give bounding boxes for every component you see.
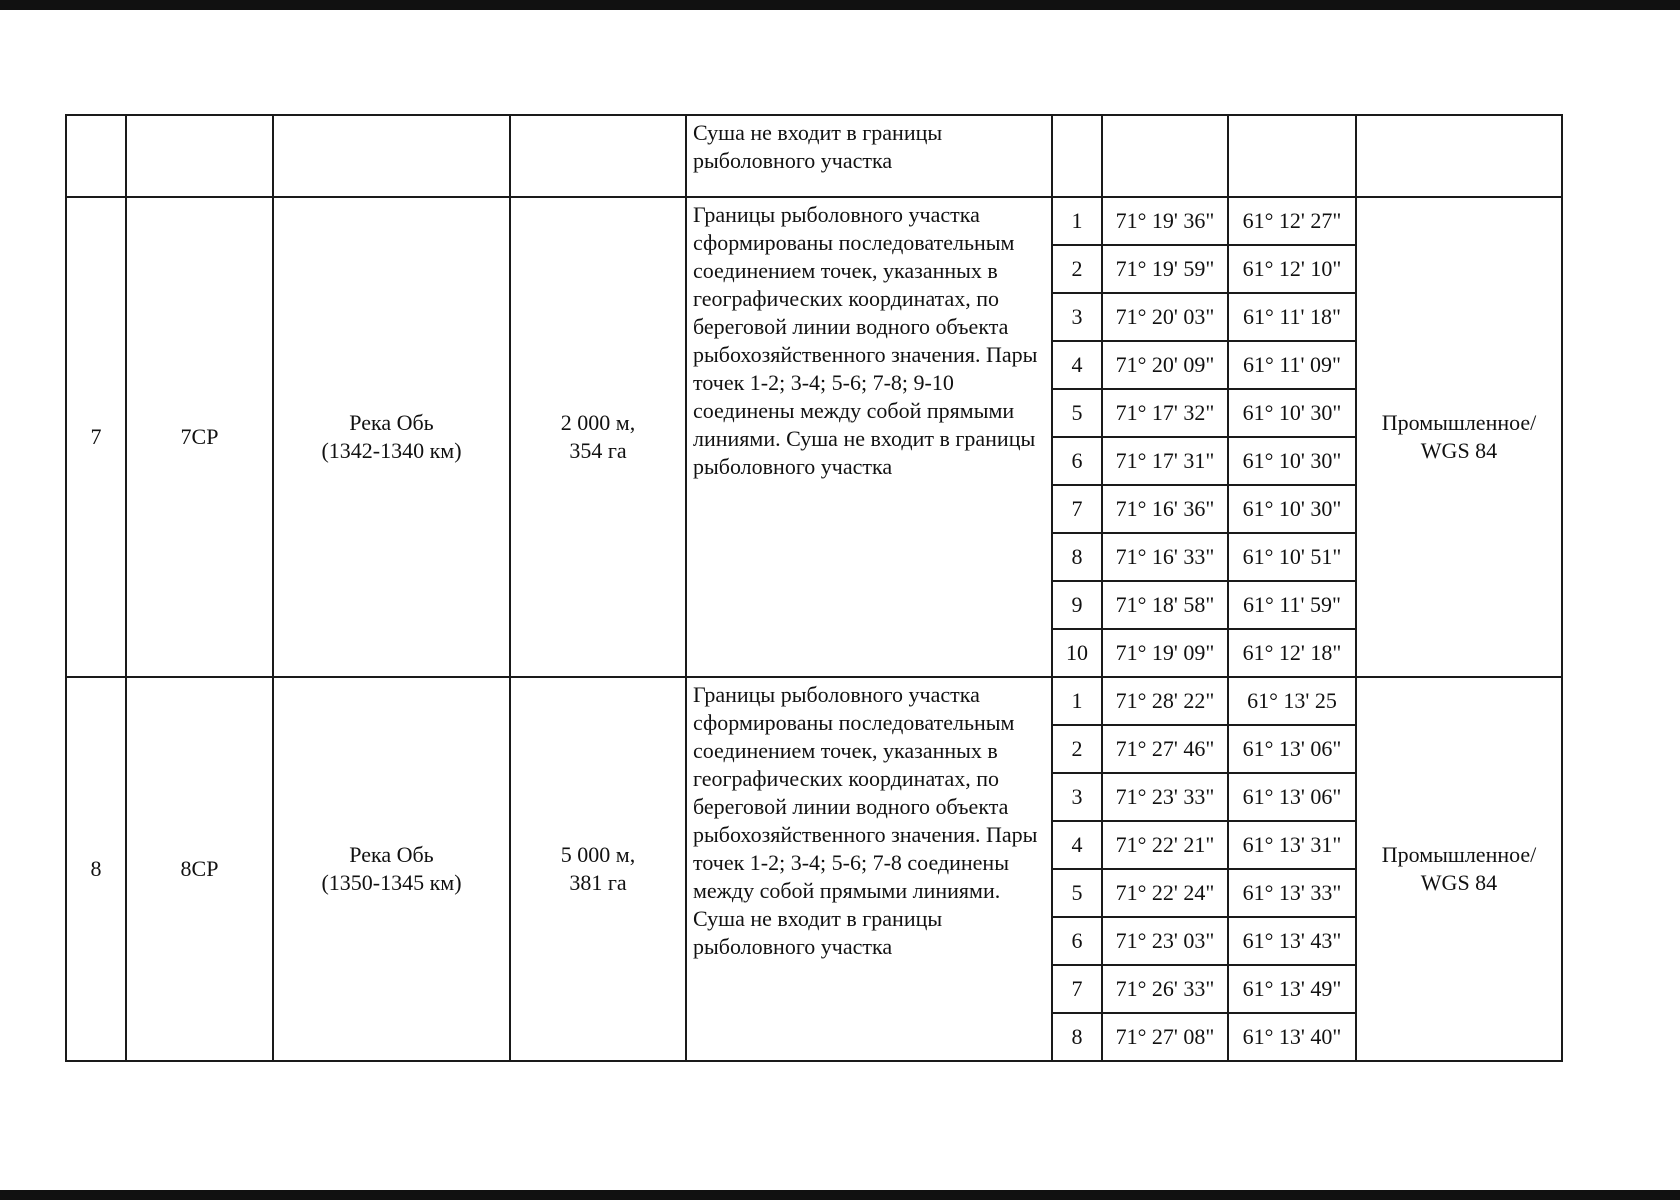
cell-empty xyxy=(510,115,686,197)
point-latitude: 71° 27' 46" xyxy=(1102,725,1228,773)
point-longitude: 61° 13' 06" xyxy=(1228,773,1356,821)
point-number: 3 xyxy=(1052,293,1102,341)
cell-empty xyxy=(126,115,273,197)
site-number xyxy=(66,197,126,677)
water-body xyxy=(273,677,510,1061)
site-purpose xyxy=(1356,677,1562,1061)
water-body-range: (1342-1340 км) xyxy=(321,438,462,463)
point-longitude: 61° 10' 51" xyxy=(1228,533,1356,581)
water-body-name: Река Обь xyxy=(349,410,434,435)
point-latitude: 71° 26' 33" xyxy=(1102,965,1228,1013)
point-number: 8 xyxy=(1052,533,1102,581)
boundary-description-text: Границы рыболовного участка сформированы последовательным соединением точек, указанных в географических координатах, по береговой линии водного объекта рыбохозяйственного значения. Пары точек 1-2; 3-4; 5-6; 7-8; 9-10 соединены между собой прямыми линиями. Суша не входит в границы рыболовного участка xyxy=(693,202,1038,479)
point-longitude: 61° 13' 49" xyxy=(1228,965,1356,1013)
point-longitude: 61° 13' 06" xyxy=(1228,725,1356,773)
point-latitude: 71° 19' 36" xyxy=(1102,197,1228,245)
point-latitude: 71° 19' 59" xyxy=(1102,245,1228,293)
cell-empty xyxy=(1356,115,1562,197)
point-latitude: 71° 18' 58" xyxy=(1102,581,1228,629)
point-latitude: 71° 17' 31" xyxy=(1102,437,1228,485)
point-number: 10 xyxy=(1052,629,1102,677)
cell-empty xyxy=(273,115,510,197)
water-body-range: (1350-1345 км) xyxy=(321,870,462,895)
fishing-sites-table xyxy=(65,114,1563,1062)
point-longitude: 61° 12' 18" xyxy=(1228,629,1356,677)
top-border-bar xyxy=(0,0,1680,10)
point-longitude: 61° 12' 27" xyxy=(1228,197,1356,245)
site-code xyxy=(126,197,273,677)
cell-empty xyxy=(1102,115,1228,197)
point-number: 6 xyxy=(1052,917,1102,965)
point-number: 1 xyxy=(1052,197,1102,245)
point-longitude: 61° 13' 43" xyxy=(1228,917,1356,965)
point-latitude: 71° 16' 36" xyxy=(1102,485,1228,533)
coordinate-system: WGS 84 xyxy=(1420,870,1498,895)
bottom-border-bar xyxy=(0,1190,1680,1200)
purpose-type: Промышленное/ xyxy=(1381,410,1537,435)
site-size xyxy=(510,197,686,677)
point-latitude: 71° 22' 21" xyxy=(1102,821,1228,869)
point-latitude: 71° 22' 24" xyxy=(1102,869,1228,917)
cell-empty xyxy=(1052,115,1102,197)
site-length: 5 000 м, xyxy=(560,842,636,867)
point-number: 6 xyxy=(1052,437,1102,485)
point-number: 7 xyxy=(1052,965,1102,1013)
point-longitude: 61° 13' 31" xyxy=(1228,821,1356,869)
point-number: 1 xyxy=(1052,677,1102,725)
point-number: 4 xyxy=(1052,821,1102,869)
boundary-description-text: Границы рыболовного участка сформированы последовательным соединением точек, указанных в географических координатах, по береговой линии водного объекта рыбохозяйственного значения. Пары точек 1-2; 3-4; 5-6; 7-8 соединены между собой прямыми линиями. Суша не входит в границы рыболовного участка xyxy=(693,682,1038,959)
site-number xyxy=(66,677,126,1061)
coordinate-system: WGS 84 xyxy=(1420,438,1498,463)
site-purpose xyxy=(1356,197,1562,677)
point-longitude: 61° 10' 30" xyxy=(1228,485,1356,533)
point-longitude: 61° 13' 33" xyxy=(1228,869,1356,917)
point-latitude: 71° 23' 33" xyxy=(1102,773,1228,821)
site-size xyxy=(510,677,686,1061)
point-latitude: 71° 23' 03" xyxy=(1102,917,1228,965)
site-number-text: 7 xyxy=(90,424,102,449)
point-latitude: 71° 20' 09" xyxy=(1102,341,1228,389)
point-number: 2 xyxy=(1052,725,1102,773)
point-number: 3 xyxy=(1052,773,1102,821)
site-code-text: 7СР xyxy=(180,424,219,449)
point-latitude: 71° 28' 22" xyxy=(1102,677,1228,725)
point-longitude: 61° 11' 59" xyxy=(1228,581,1356,629)
point-longitude: 61° 13' 25 xyxy=(1228,677,1356,725)
point-number: 8 xyxy=(1052,1013,1102,1061)
point-longitude: 61° 12' 10" xyxy=(1228,245,1356,293)
continuation-description: Суша не входит в границы рыболовного участка xyxy=(686,115,1052,197)
point-row xyxy=(66,197,1562,245)
point-latitude: 71° 20' 03" xyxy=(1102,293,1228,341)
water-body-name: Река Обь xyxy=(349,842,434,867)
purpose-type: Промышленное/ xyxy=(1381,842,1537,867)
point-latitude: 71° 16' 33" xyxy=(1102,533,1228,581)
point-number: 2 xyxy=(1052,245,1102,293)
point-number: 9 xyxy=(1052,581,1102,629)
point-latitude: 71° 17' 32" xyxy=(1102,389,1228,437)
site-area: 381 га xyxy=(569,870,627,895)
point-latitude: 71° 19' 09" xyxy=(1102,629,1228,677)
point-number: 5 xyxy=(1052,389,1102,437)
site-number-text: 8 xyxy=(90,856,102,881)
point-longitude: 61° 11' 09" xyxy=(1228,341,1356,389)
point-longitude: 61° 10' 30" xyxy=(1228,389,1356,437)
site-area: 354 га xyxy=(569,438,627,463)
point-number: 7 xyxy=(1052,485,1102,533)
site-code xyxy=(126,677,273,1061)
point-longitude: 61° 11' 18" xyxy=(1228,293,1356,341)
boundary-description xyxy=(686,197,1052,677)
boundary-description xyxy=(686,677,1052,1061)
point-longitude: 61° 13' 40" xyxy=(1228,1013,1356,1061)
point-latitude: 71° 27' 08" xyxy=(1102,1013,1228,1061)
point-longitude: 61° 10' 30" xyxy=(1228,437,1356,485)
cell-empty xyxy=(66,115,126,197)
water-body xyxy=(273,197,510,677)
continuation-row xyxy=(66,115,1562,197)
point-number: 4 xyxy=(1052,341,1102,389)
point-number: 5 xyxy=(1052,869,1102,917)
point-row xyxy=(66,677,1562,725)
site-length: 2 000 м, xyxy=(560,410,636,435)
cell-empty xyxy=(1228,115,1356,197)
site-code-text: 8СР xyxy=(180,856,219,881)
